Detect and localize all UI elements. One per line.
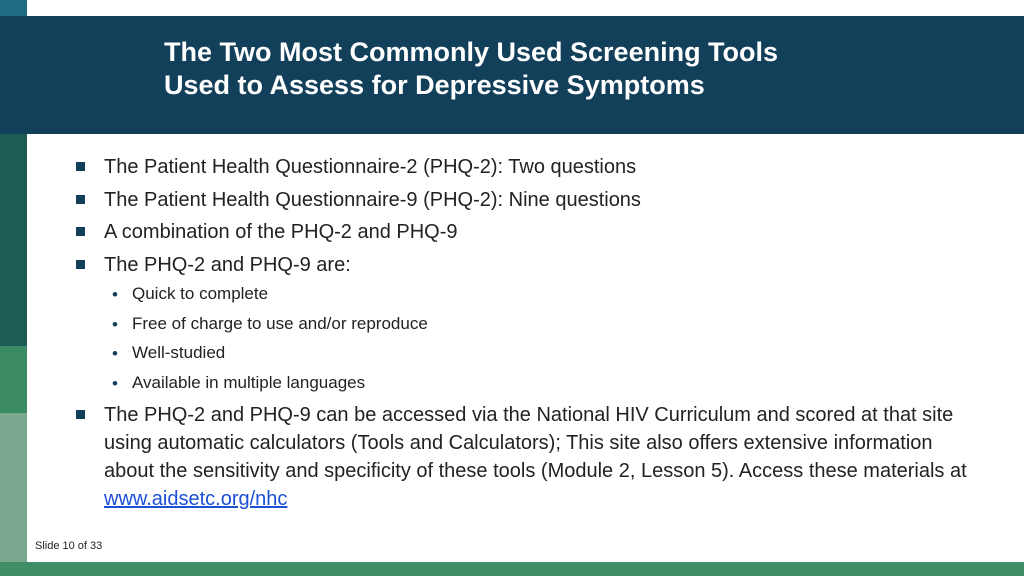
square-bullet-icon <box>76 260 85 269</box>
list-item-text: The PHQ-2 and PHQ-9 are: <box>104 253 351 276</box>
square-bullet-icon <box>76 162 85 171</box>
square-bullet-icon <box>76 195 85 204</box>
left-color-strip <box>0 0 27 576</box>
sub-list-item <box>74 283 974 305</box>
sub-list-item <box>74 342 974 364</box>
strip-segment <box>0 346 27 413</box>
list-item <box>74 186 974 214</box>
sub-list-item-text: Available in multiple languages <box>132 372 366 392</box>
round-bullet-icon: • <box>112 285 118 304</box>
strip-segment <box>0 134 27 346</box>
sub-list-item-text: Free of charge to use and/or reproduce <box>132 313 428 333</box>
list-item <box>74 153 974 181</box>
list-item <box>74 251 974 279</box>
round-bullet-icon: • <box>112 344 118 363</box>
bullet-list <box>74 153 974 518</box>
strip-segment <box>0 413 27 564</box>
list-item <box>74 401 974 513</box>
square-bullet-icon <box>76 227 85 236</box>
sub-list-item <box>74 372 974 394</box>
strip-segment <box>0 0 27 16</box>
list-item-text: A combination of the PHQ-2 and PHQ-9 <box>104 221 458 243</box>
slide-number: Slide 10 of 33 <box>35 540 103 552</box>
round-bullet-icon: • <box>112 314 118 334</box>
sub-list-item-text: Well-studied <box>132 343 226 362</box>
sub-list-item <box>74 313 974 335</box>
title-line-2: Used to Assess for Depressive Symptoms <box>164 70 705 100</box>
list-item-text: The Patient Health Questionnaire-9 (PHQ-2): Nine questions <box>104 188 641 211</box>
title-line-1: The Two Most Commonly Used Screening Tools <box>164 37 779 67</box>
slide-title <box>164 36 964 102</box>
list-item-text: The Patient Health Questionnaire-2 (PHQ-2): Two questions <box>104 156 637 178</box>
sub-list-item-text: Quick to complete <box>132 284 269 303</box>
nhc-link[interactable]: www.aidsetc.org/nhc <box>104 488 288 510</box>
list-item-text: The PHQ-2 and PHQ-9 can be accessed via the National HIV Curriculum and scored at that site using automatic calculators (Tools and Calculators); This site also offers extensive information about the sensitivity and specificity of these tools (Module 2, Lesson 5). Access these materials at <box>104 404 967 482</box>
square-bullet-icon <box>76 410 85 419</box>
strip-segment <box>0 16 27 134</box>
bottom-strip-corner <box>0 562 27 576</box>
round-bullet-icon: • <box>112 373 118 393</box>
bottom-green-bar <box>27 562 1024 576</box>
list-item <box>74 218 974 246</box>
